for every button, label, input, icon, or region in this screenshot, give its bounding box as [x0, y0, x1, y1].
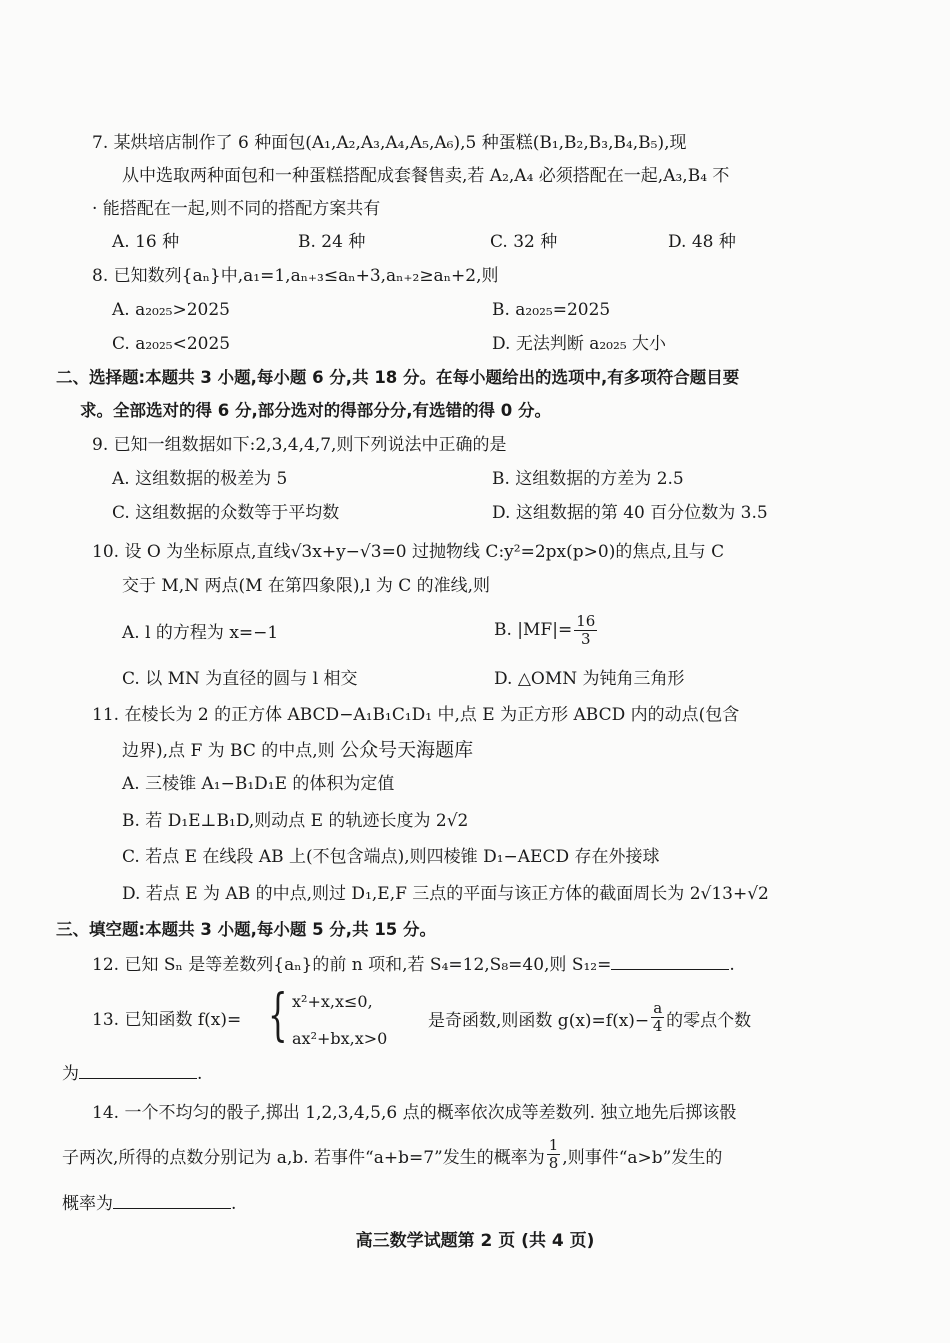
- q14-fraction-denominator: 8: [548, 1154, 559, 1172]
- q13-case1: x²+x,x≤0,: [292, 992, 373, 1011]
- q10-line2: 交于 M,N 两点(M 在第四象限),l 为 C 的准线,则: [122, 576, 491, 596]
- q13-case2: ax²+bx,x>0: [292, 1029, 388, 1048]
- q11-line2: [122, 738, 473, 763]
- q14-line3-prefix: 概率为: [62, 1194, 113, 1214]
- q7-option-a: A. 16 种: [112, 232, 180, 252]
- q14-line2: [62, 1136, 723, 1172]
- q10-option-b-fraction: [574, 613, 597, 648]
- q13-prefix: 13. 已知函数 f(x)=: [92, 1010, 242, 1030]
- page-footer: 高三数学试题第 2 页 (共 4 页): [355, 1231, 595, 1251]
- section2-heading-line2: 求。全部选对的得 6 分,部分选对的得部分分,有选错的得 0 分。: [80, 401, 551, 420]
- q12-line: [92, 953, 735, 977]
- piecewise-brace: {: [268, 983, 288, 1048]
- q8-option-a: A. a₂₀₂₅>2025: [112, 300, 230, 320]
- q13-line2-prefix: 为: [62, 1064, 79, 1084]
- section2-heading-line1: 二、选择题:本题共 3 小题,每小题 6 分,共 18 分。在每小题给出的选项中,有多项符合题目要: [56, 368, 740, 387]
- q10-option-b: [494, 613, 599, 648]
- q10-option-b-denominator: 3: [580, 630, 591, 648]
- q9-option-b: B. 这组数据的方差为 2.5: [492, 469, 684, 489]
- q10-option-b-numerator: 16: [576, 612, 596, 630]
- q10-option-b-prefix: B. |MF|=: [494, 620, 573, 640]
- q11-line2-text: 边界),点 F 为 BC 的中点,则: [122, 741, 335, 761]
- q7-option-d: D. 48 种: [668, 232, 736, 252]
- q12-answer-blank[interactable]: [611, 968, 729, 970]
- q13-line2: [62, 1062, 202, 1086]
- q13-middle-text: 是奇函数,则函数 g(x)=f(x)−: [428, 1011, 650, 1031]
- q11-line1: 11. 在棱长为 2 的正方体 ABCD−A₁B₁C₁D₁ 中,点 E 为正方形 ABCD 内的动点(包含: [92, 705, 740, 725]
- q14-fraction: [547, 1137, 561, 1172]
- q10-line1: 10. 设 O 为坐标原点,直线√3x+y−√3=0 过抛物线 C:y²=2px(p>0)的焦点,且与 C: [92, 542, 725, 562]
- q8-option-d: D. 无法判断 a₂₀₂₅ 大小: [492, 334, 667, 354]
- q11-option-d: D. 若点 E 为 AB 的中点,则过 D₁,E,F 三点的平面与该正方体的截面周长为 2√13+√2: [122, 884, 769, 904]
- q12-end: .: [729, 955, 735, 975]
- q13-middle: [428, 999, 752, 1035]
- q13-fraction-numerator: a: [653, 999, 663, 1017]
- q8-stem: 8. 已知数列{aₙ}中,a₁=1,aₙ₊₃≤aₙ+3,aₙ₊₂≥aₙ+2,则: [92, 266, 499, 286]
- q9-stem: 9. 已知一组数据如下:2,3,4,4,7,则下列说法中正确的是: [92, 435, 507, 455]
- q7-option-c: C. 32 种: [490, 232, 558, 252]
- watermark-text: 公众号天海题库: [340, 739, 474, 761]
- q13-fraction-denominator: 4: [652, 1017, 663, 1035]
- q13-fraction: [651, 1000, 664, 1035]
- q14-line3-end: .: [231, 1194, 237, 1214]
- q12-text: 12. 已知 Sₙ 是等差数列{aₙ}的前 n 项和,若 S₄=12,S₈=40,则 S₁₂=: [92, 955, 612, 975]
- q11-option-b: B. 若 D₁E⊥B₁D,则动点 E 的轨迹长度为 2√2: [122, 811, 469, 831]
- q14-line1: 14. 一个不均匀的骰子,掷出 1,2,3,4,5,6 点的概率依次成等差数列. 独立地先后掷该骰: [92, 1103, 737, 1123]
- q11-option-a: A. 三棱锥 A₁−B₁D₁E 的体积为定值: [122, 774, 395, 794]
- q10-option-c: C. 以 MN 为直径的圆与 l 相交: [122, 669, 358, 689]
- q13-line2-end: .: [197, 1064, 203, 1084]
- q14-line3: [62, 1192, 236, 1216]
- q9-option-c: C. 这组数据的众数等于平均数: [112, 503, 340, 523]
- q14-line2-suffix: ,则事件“a>b”发生的: [562, 1148, 723, 1168]
- q7-line3: · 能搭配在一起,则不同的搭配方案共有: [92, 199, 381, 219]
- q13-answer-blank[interactable]: [79, 1077, 197, 1079]
- q14-line2-prefix: 子两次,所得的点数分别记为 a,b. 若事件“a+b=7”发生的概率为: [62, 1148, 545, 1168]
- q10-option-d: D. △OMN 为钝角三角形: [494, 669, 685, 689]
- q7-line2: 从中选取两种面包和一种蛋糕搭配成套餐售卖,若 A₂,A₄ 必须搭配在一起,A₃,B₄ 不: [122, 166, 730, 186]
- q8-option-c: C. a₂₀₂₅<2025: [112, 334, 231, 354]
- q13-suffix: 的零点个数: [666, 1011, 752, 1031]
- q8-option-b: B. a₂₀₂₅=2025: [492, 300, 611, 320]
- q7-option-b: B. 24 种: [298, 232, 366, 252]
- q14-fraction-numerator: 1: [548, 1136, 559, 1154]
- q14-answer-blank[interactable]: [113, 1207, 231, 1209]
- q9-option-d: D. 这组数据的第 40 百分位数为 3.5: [492, 503, 768, 523]
- q11-option-c: C. 若点 E 在线段 AB 上(不包含端点),则四棱锥 D₁−AECD 存在外接球: [122, 847, 660, 867]
- q10-option-a: A. l 的方程为 x=−1: [122, 623, 279, 643]
- section3-heading: 三、填空题:本题共 3 小题,每小题 5 分,共 15 分。: [56, 920, 437, 939]
- q9-option-a: A. 这组数据的极差为 5: [112, 469, 288, 489]
- q7-line1: 7. 某烘培店制作了 6 种面包(A₁,A₂,A₃,A₄,A₅,A₆),5 种蛋糕(B₁,B₂,B₃,B₄,B₅),现: [92, 133, 687, 153]
